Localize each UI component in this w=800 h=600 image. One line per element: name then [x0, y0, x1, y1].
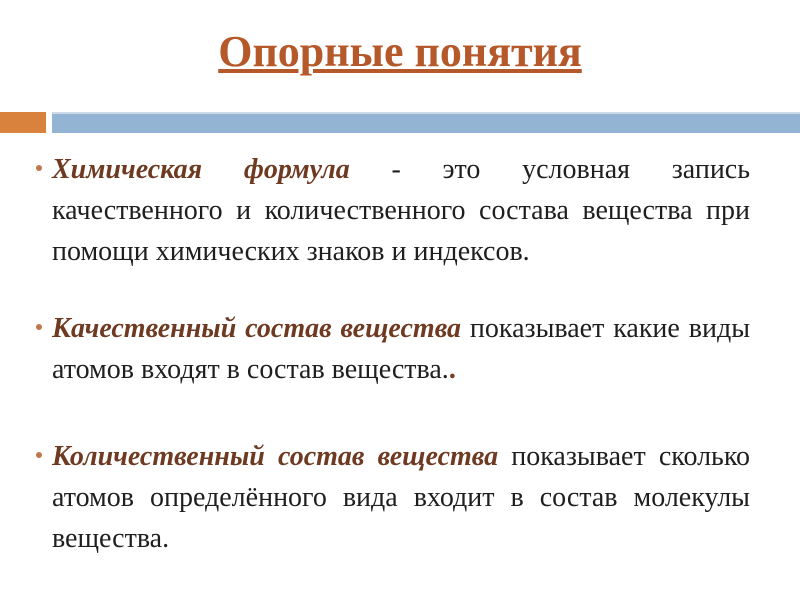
bullet-dot-icon: [36, 324, 42, 330]
term-definition: показывает какие виды атомов входят в состав вещества.: [52, 313, 751, 385]
highlight-period: .: [448, 354, 456, 385]
accent-bar: [52, 112, 800, 133]
slide-body: [52, 149, 750, 559]
term-lead: Химическая формула: [52, 154, 350, 185]
slide-title: Опорные понятия: [218, 27, 582, 76]
bullet-dot-icon: [36, 452, 42, 458]
term-lead: Качественный состав вещества: [52, 313, 462, 344]
bullet-item-qualitative-composition: [52, 308, 750, 390]
bullet-dot-icon: [36, 165, 42, 171]
term-definition: показывает сколько атомов определённого вида входит в состав молекулы вещества.: [52, 441, 750, 554]
accent-bar-row: [0, 112, 800, 133]
term-lead: Количественный состав вещества: [52, 441, 499, 472]
bullet-item-chemical-formula: [52, 149, 750, 272]
term-definition: - это условная запись качественного и количественного состава вещества при помощи химических знаков и индексов.: [52, 154, 751, 267]
accent-square: [0, 112, 46, 133]
bullet-item-quantitative-composition: [52, 436, 750, 559]
